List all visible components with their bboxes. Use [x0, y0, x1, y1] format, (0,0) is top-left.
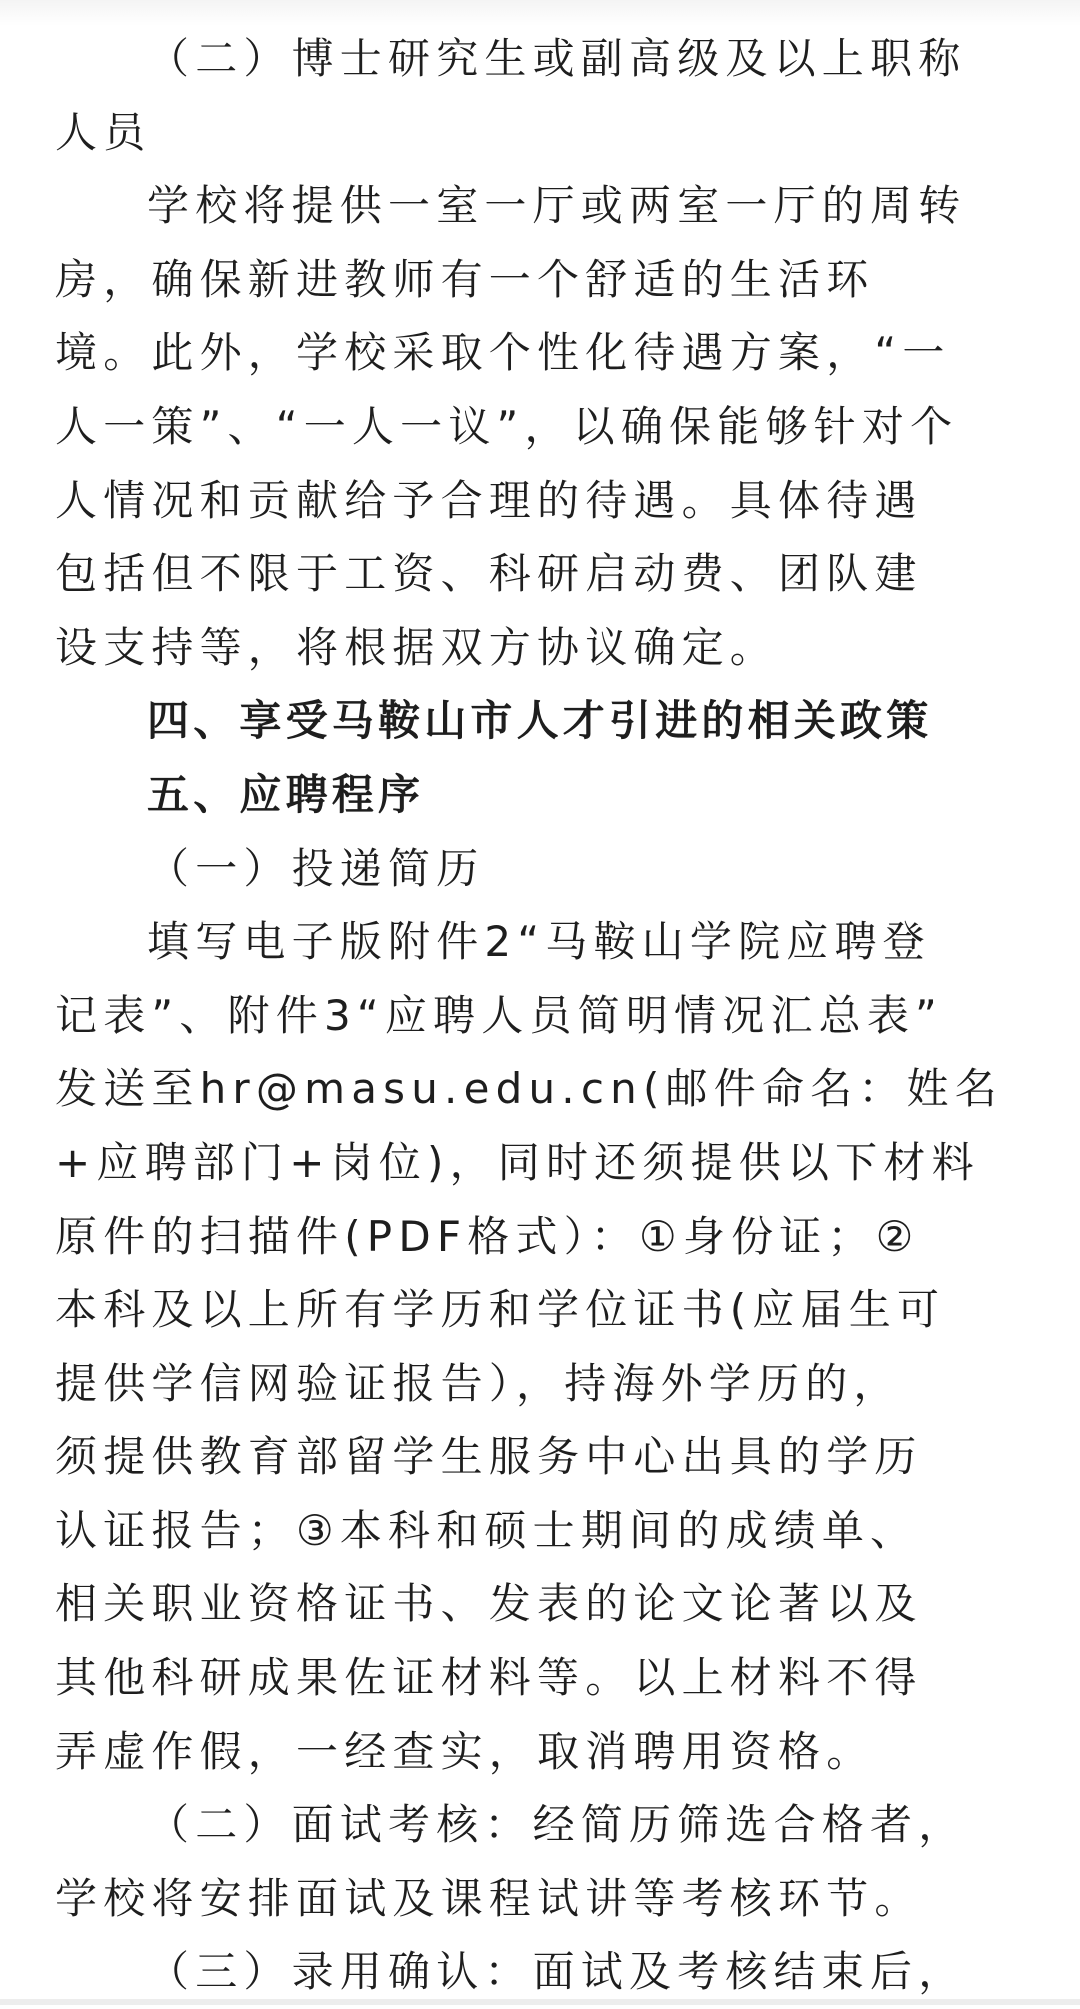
- text-line: 房，确保新进教师有一个舒适的生活环: [55, 254, 875, 304]
- section-heading-policy: [55, 684, 1013, 758]
- text-line: （二）面试考核：经简历筛选合格者，: [147, 1800, 967, 1850]
- screen-bottom-edge: [0, 1999, 1080, 2005]
- hiring-confirmation-paragraph: [55, 1935, 1013, 2009]
- text-line: 人情况和贡献给予合理的待遇。具体待遇: [55, 475, 923, 525]
- text-line: 其他科研成果佐证材料等。以上材料不得: [55, 1653, 923, 1703]
- text-line: 记表”、附件3“应聘人员简明情况汇总表”: [55, 990, 943, 1040]
- section-heading-procedure: [55, 758, 1013, 832]
- text-line: 包括但不限于工资、科研启动费、团队建: [55, 549, 923, 599]
- text-line: +应聘部门+岗位)，同时还须提供以下材料: [55, 1137, 980, 1187]
- text-line: 填写电子版附件2“马鞍山学院应聘登: [147, 917, 931, 967]
- section-subheading-doctor: [55, 22, 1013, 169]
- text-line: （二）博士研究生或副高级及以上职称: [147, 34, 967, 83]
- text-line: 发送至hr@masu.edu.cn(邮件命名：姓名: [55, 1064, 1003, 1114]
- text-line: 学校将安排面试及课程试讲等考核环节。: [55, 1873, 923, 1923]
- housing-paragraph: [55, 169, 1013, 684]
- text-line: 原件的扫描件(PDF格式）：①身份证；②: [55, 1211, 920, 1261]
- section-subheading-resume: [55, 832, 1013, 906]
- text-line: （三）录用确认：面试及考核结束后，: [147, 1947, 967, 1997]
- text-line: 设支持等，将根据双方协议确定。: [55, 622, 779, 672]
- text-line: 提供学信网验证报告），持海外学历的，: [55, 1358, 902, 1408]
- resume-paragraph: [55, 905, 1013, 1788]
- text-line: （一）投递简历: [147, 843, 485, 893]
- text-line: 四、享受马鞍山市人才引进的相关政策: [147, 696, 933, 746]
- text-line: 须提供教育部留学生服务中心出具的学历: [55, 1432, 923, 1482]
- text-line: 境。此外，学校采取个性化待遇方案，“一: [55, 328, 951, 378]
- text-line: 五、应聘程序: [147, 769, 425, 819]
- text-line: 人员: [55, 107, 152, 157]
- text-line: 相关职业资格证书、发表的论文论著以及: [55, 1579, 923, 1629]
- text-line: 人一策”、“一人一议”，以确保能够针对个: [55, 401, 959, 451]
- text-line: 学校将提供一室一厅或两室一厅的周转: [147, 181, 967, 231]
- text-line: 弄虚作假，一经查实，取消聘用资格。: [55, 1726, 875, 1776]
- text-line: 认证报告；③本科和硕士期间的成绩单、: [55, 1505, 919, 1555]
- document-body: [55, 22, 1013, 2009]
- interview-paragraph: [55, 1788, 1013, 1935]
- text-line: 本科及以上所有学历和学位证书(应届生可: [55, 1285, 946, 1335]
